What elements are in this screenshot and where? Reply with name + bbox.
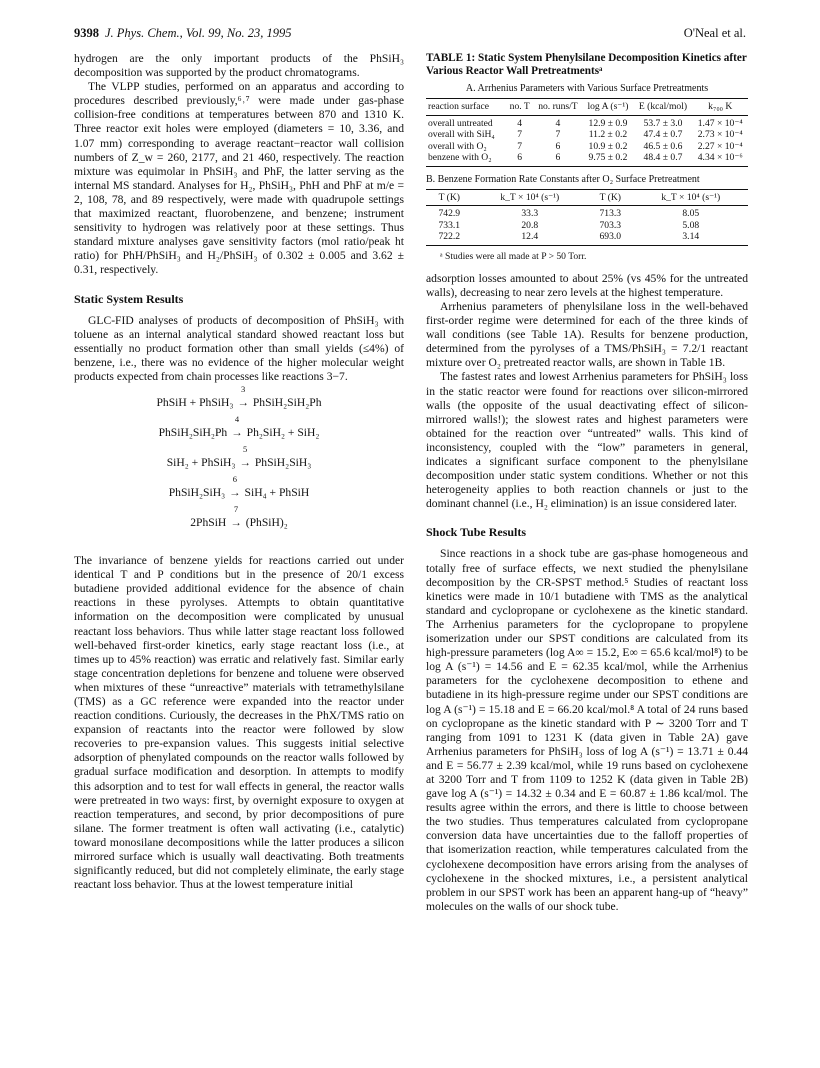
table-cell: 1.47 × 10⁻⁴ <box>697 117 743 129</box>
table-header-cell: log A (s⁻¹) <box>583 99 634 116</box>
table-row <box>426 231 748 245</box>
reaction-lhs: 2PhSiH <box>190 516 227 530</box>
table-cell: 4 <box>555 117 561 129</box>
table-cell: 12.4 <box>473 231 587 245</box>
table-cell: 703.3 <box>599 219 622 231</box>
table-header-cell: no. runs/T <box>533 99 582 116</box>
paragraph: The VLPP studies, performed on an apparatus and according to procedures described previously,⁶˒⁷ were made under gas-phase collision-free conditions at temperatures between 870 and 1310 K. Three reactor exit holes were employed (diameters = 10, 3.36, and 1.07 mm) corresponding to average reactant−reactor wall collision numbers of Z_w = 260, 2177, and 21 460, respectively. The reaction mixture was equimolar in PhSiH₃ and PhF, the latter serving as the internal MS standard. Analyses for H₂, PhSiH₃, PhH and PhF at m/e = 2, 108, 78, and 89 respectively, were made with quadrupole settings that maximized reactant, fluorobenzene, and benzene; instrument sensitivity to hydrogen was relatively poor at these settings. Thus standard mixture analyses gave sensitivity factors (mol ratio/peak ht ratio) for PhH/PhSiH₃ and H₂/PhSiH₃ of 0.302 ± 0.005 and 3.62 ± 0.31, respectively. <box>74 80 404 277</box>
table-header-row <box>426 189 748 206</box>
reaction-arrow: 5 → <box>239 444 251 470</box>
paragraph: The fastest rates and lowest Arrhenius parameters for PhSiH₃ loss in the static reactor were found for reactions over silicon-mirrored walls (the opposite of the usual deactivating effect of silicon-mirrored walls!); the slowest rates and highest parameters were obtained for the reaction over “untreated” walls. This kind of inconsistency, coupled with the “low” parameters in general, indicates a significant surface component to the phenylsilane decomposition under static system conditions. Whether or not this heterogeneity applies to both reaction channels or just to the dominant channel (i.e., H₂ elimination) is an issue considered later. <box>426 370 748 511</box>
reaction-number: 7 <box>233 504 239 515</box>
table-footnote: ᵃ Studies were all made at P > 50 Torr. <box>440 250 587 262</box>
table-cell: 693.0 <box>587 231 634 245</box>
table-cell: 6 <box>506 152 533 166</box>
table-caption: TABLE 1: Static System Phenylsilane Decomposition Kinetics after Various Reactor Wall Pretreatmentsᵃ <box>426 52 747 77</box>
reaction-rhs: SiH₄ + PhSiH <box>244 486 310 500</box>
table-cell: 4.34 × 10⁻⁶ <box>693 152 748 166</box>
reaction-arrow: 6 → <box>229 474 241 500</box>
reaction-lhs: PhSiH₂SiH₂Ph <box>158 426 228 440</box>
table-cell: 7 <box>555 129 561 141</box>
table-header-cell: T (K) <box>426 189 473 206</box>
reaction-lhs: PhSiH + PhSiH₃ <box>156 396 234 410</box>
reaction-rhs: Ph₂SiH₂ + SiH₂ <box>246 426 320 440</box>
table-row <box>426 141 748 153</box>
table-cell: 7 <box>517 140 523 152</box>
table-cell: 8.05 <box>682 208 700 220</box>
table-cell: 20.8 <box>521 219 539 231</box>
section-heading-static: Static System Results <box>74 291 184 306</box>
reaction-lhs: SiH₂ + PhSiH₃ <box>166 456 236 470</box>
reaction-equation <box>74 504 404 544</box>
table-cell: benzene with O₂ <box>426 152 506 166</box>
table-row <box>426 206 748 220</box>
table-cell: 11.2 ± 0.2 <box>588 129 628 141</box>
table-cell: 53.7 ± 3.0 <box>643 117 683 129</box>
reaction-rhs: (PhSiH)₂ <box>245 516 288 530</box>
left-column <box>74 52 404 892</box>
paragraph: GLC-FID analyses of products of decomposition of PhSiH₃ with toluene as an internal analytical standard showed reactant loss but essentially no product formation other than small yields (≤4%) of benzene, i.e., there was no evidence of the higher molecular weight products expected from chain processes like reactions 3−7. <box>74 313 404 383</box>
table-header-cell: reaction surface <box>426 99 506 116</box>
table-cell: 713.3 <box>599 208 622 220</box>
table-cell: overall untreated <box>428 117 493 129</box>
table-cell: 3.14 <box>634 231 748 245</box>
table-header-cell: k_T × 10⁴ (s⁻¹) <box>473 189 587 206</box>
paragraph: Arrhenius parameters of phenylsilane loss in the well-behaved first-order regime were determined for each of the three kinds of wall conditions (see Table 1A). Results for benzene production, determined from the pyrolyses of a TMS/PhSiH₃ = 7.2/1 reactant mixture over O₂ pretreated reactor walls, are shown in Table 1B. <box>426 299 748 370</box>
reaction-number: 4 <box>234 414 240 425</box>
paragraph: hydrogen are the only important products of the PhSiH₃ decomposition was supported by the product chromatograms. <box>74 52 404 80</box>
table-header-cell: k₇₀₀ K <box>693 99 748 116</box>
reaction-number: 5 <box>243 444 248 455</box>
table-cell: 46.5 ± 0.6 <box>643 140 683 152</box>
table-cell: 10.9 ± 0.2 <box>588 140 628 152</box>
paragraph: The invariance of benzene yields for reactions carried out under identical T and P conditions but in the presence of 20/1 excess butadiene provided additional evidence for the absence of chain reactions in these pyrolyses. Attempts to obtain quantitative information on the decomposition were complicated by unusual reactant loss behaviors. Thus while latter stage reactant loss followed well-behaved first-order kinetics, early stage reactant loss (i.e., at times up to 45% reaction) was erratic and relatively fast. Similar early stage concentration depletions for benzene and toluene were observed when mixtures of these “unreactive” materials with tetramethylsilane (TMS) as a GC reference were expanded into the reactor under reaction conditions. Curiously, the decreases in the PhX/TMS ratio on expansion of reactants into the reactor were followed by slow recoveries to pre-expansion values. This suggests initial selective adsorption of phenylated compounds on the reactor walls followed by gradual surface modification and desorption. In attempts to modify this adsorption and to test for wall effects in general, the reactor walls were pretreated in two ways: first, by overnight exposure to oxygen at reaction temperatures, and second, by prior decompositions of pure silane. The former treatment is often wall activating (i.e., catalytic) toward monosilane decompositions while the latter produces a silicon mirrored surface which is usually wall deactivating. Both treatments significantly reduced, but did not completely eliminate, the early stage reactant loss behavior. Thus at the lowest temperature initial <box>74 554 404 892</box>
table-cell: 4 <box>517 117 523 129</box>
page-header <box>74 26 746 44</box>
page-number: 9398 <box>74 26 99 40</box>
right-column <box>426 52 748 914</box>
table-cell: 12.9 ± 0.9 <box>588 117 628 129</box>
table-section-a-title: A. Arrhenius Parameters with Various Surface Pretreatments <box>465 83 709 94</box>
table-cell: 722.2 <box>426 231 473 245</box>
table-cell: 733.1 <box>438 219 461 231</box>
header-left <box>74 26 291 41</box>
table-cell: overall with SiH₄ <box>428 129 495 141</box>
reaction-arrow: 4 → <box>231 414 243 440</box>
reaction-lhs: PhSiH₂SiH₃ <box>168 486 226 500</box>
table-cell: 9.75 ± 0.2 <box>583 152 634 166</box>
table-cell: 2.27 × 10⁻⁴ <box>697 140 743 152</box>
reaction-arrow: 3 → <box>237 384 249 410</box>
table-cell: 742.9 <box>438 208 461 220</box>
table-1b <box>426 189 748 246</box>
header-authors: O'Neal et al. <box>683 26 746 40</box>
table-header-cell: k_T × 10⁴ (s⁻¹) <box>634 189 748 206</box>
table-row <box>426 115 748 129</box>
reaction-rhs: PhSiH₂SiH₃ <box>254 456 312 470</box>
reaction-number: 3 <box>241 384 246 395</box>
table-cell: 48.4 ± 0.7 <box>633 152 692 166</box>
journal-citation: J. Phys. Chem., Vol. 99, No. 23, 1995 <box>105 26 292 40</box>
table-header-cell: E (kcal/mol) <box>633 99 692 116</box>
table-row <box>426 220 748 232</box>
reaction-number: 6 <box>232 474 237 485</box>
reaction-rhs: PhSiH₂SiH₂Ph <box>252 396 322 410</box>
table-cell: 6 <box>555 140 561 152</box>
table-row <box>426 129 748 141</box>
reaction-scheme <box>74 384 404 544</box>
paragraph: adsorption losses amounted to about 25% (vs 45% for the untreated walls), decreasing to near zero levels at the highest temperature. <box>426 271 748 299</box>
table-cell: 33.3 <box>521 208 539 220</box>
table-cell: 2.73 × 10⁻⁴ <box>697 129 743 141</box>
table-section-b-title: B. Benzene Formation Rate Constants after O₂ Surface Pretreatment <box>426 173 700 185</box>
table-cell: 7 <box>517 129 523 141</box>
table-cell: 6 <box>533 152 582 166</box>
table-header-cell: no. T <box>506 99 533 116</box>
table-row <box>426 152 748 166</box>
reaction-arrow: 7 → <box>230 504 242 530</box>
table-cell: overall with O₂ <box>428 140 487 152</box>
section-heading-shock: Shock Tube Results <box>426 525 527 540</box>
table-1a <box>426 98 748 167</box>
table-cell: 47.4 ± 0.7 <box>643 129 683 141</box>
table-header-row <box>426 99 748 116</box>
paragraph: Since reactions in a shock tube are gas-phase homogeneous and totally free of surface effects, we next studied the phenylsilane decomposition by the CR-SPST method.⁵ Studies of reactant loss kinetics were made in 10/1 butadiene with TMS as the analytical standard and cyclopropane or cyclohexene as the kinetic standard. The Arrhenius parameters for the cyclopropane to propylene isomerization under our SPST conditions are calculated from its high-pressure parameters (log A∞ = 15.2, E∞ = 65.6 kcal/mol⁸) to be log A (s⁻¹) = 14.56 and E = 62.35 kcal/mol, while the Arrhenius parameters for the cyclohexene decomposition to ethene and butadiene in its high-pressure regime under our SPST conditions are log A (s⁻¹) = 15.18 and E = 66.20 kcal/mol.⁸ A total of 24 runs based on cyclopropane as the kinetic standard with P ∼ 3200 Torr and T ranging from 1091 to 1231 K (data given in Table 2A) gave Arrhenius parameters for PhSiH₃ loss of log A (s⁻¹) = 13.71 ± 0.44 and E = 56.77 ± 2.39 kcal/mol, while 19 runs based on cyclohexene at 3200 Torr and T from 1109 to 1252 K (data given in Table 2B) gave log A (s⁻¹) = 14.32 ± 0.34 and E = 60.87 ± 1.86 kcal/mol. The results agree within the errors, and there is little to choose between the two studies. Thus temperatures calculated from cyclopropane conversion data have uncertainties due to the falloff properties of that isomerization reaction, while temperatures calculated from the cyclohexene decomposition have errors arising from the analyses of cyclohexene in the shocked mixtures, i.e., a persistent analytical problem in our SPST work has been an apparent hang-up of “heavy” molecules on the walls of our shock tube. <box>426 547 748 913</box>
table-header-cell: T (K) <box>587 189 634 206</box>
table-cell: 5.08 <box>682 219 700 231</box>
